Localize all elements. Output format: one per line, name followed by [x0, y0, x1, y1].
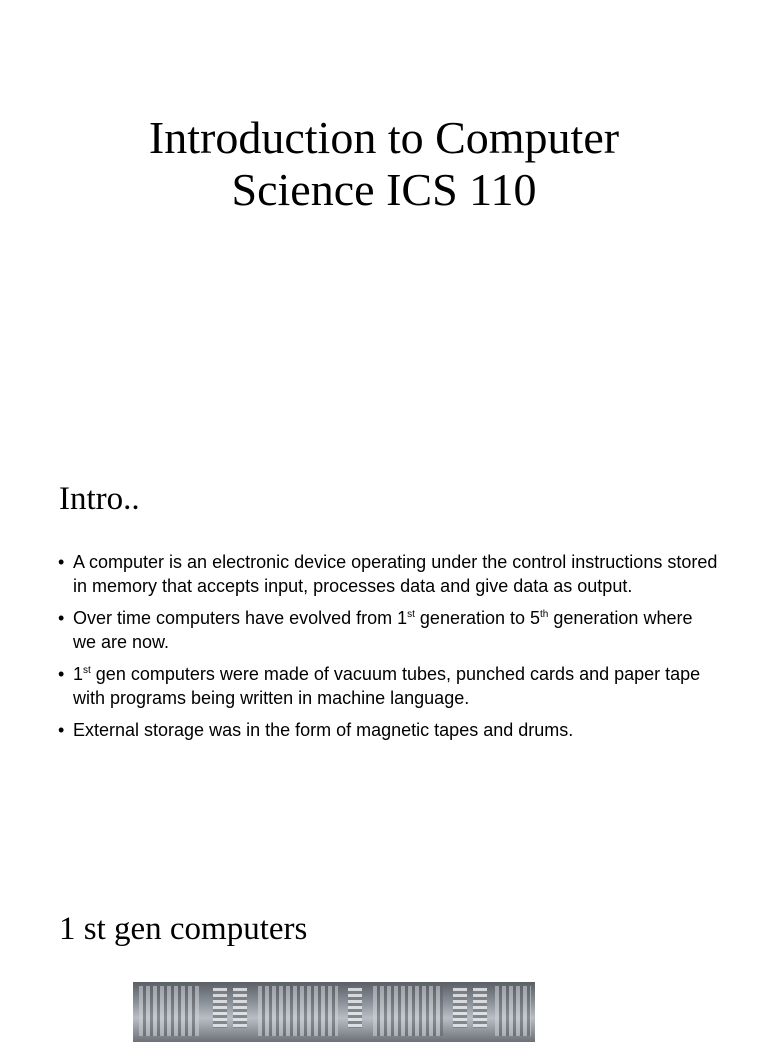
bullet-symbol: • [58, 552, 65, 572]
first-gen-heading: 1 st gen computers [59, 911, 308, 947]
superscript: st [407, 609, 415, 620]
bullet-item [58, 662, 718, 710]
bullet-text: generation where we are now. [73, 608, 693, 652]
first-gen-computer-photo [133, 982, 535, 1042]
title-line-2: Science ICS 110 [231, 164, 537, 215]
bullet-symbol: • [58, 608, 65, 628]
photo-rack [348, 988, 362, 1028]
bullet-symbol: • [58, 664, 65, 684]
bullet-item [58, 718, 718, 742]
slide-intro [0, 440, 768, 880]
bullet-text: generation to 5 [414, 608, 541, 628]
superscript: st [83, 665, 91, 676]
photo-panel [373, 986, 443, 1036]
bullet-text: gen computers were made of vacuum tubes, punched cards and paper tape with programs being written in machine language. [73, 664, 701, 708]
photo-rack [233, 988, 247, 1028]
bullet-text: External storage was in the form of magnetic tapes and drums. [73, 720, 574, 740]
page-title [0, 112, 768, 216]
photo-rack [453, 988, 467, 1028]
photo-panel [139, 986, 199, 1036]
intro-heading: Intro.. [59, 481, 140, 517]
bullet-list [58, 550, 718, 750]
bullet-text: Over time computers have evolved from 1 [73, 608, 408, 628]
bullet-text: 1 [73, 664, 84, 684]
photo-panel [495, 986, 531, 1036]
photo-panel [258, 986, 338, 1036]
slide-first-gen [0, 880, 768, 1024]
title-line-1: Introduction to Computer [148, 112, 620, 163]
photo-rack [213, 988, 227, 1028]
superscript: th [540, 609, 549, 620]
bullet-item [58, 606, 718, 654]
slide-title [0, 0, 768, 440]
bullet-symbol: • [58, 720, 65, 740]
bullet-item [58, 550, 718, 598]
photo-rack [473, 988, 487, 1028]
bullet-text: A computer is an electronic device operating under the control instructions stored in memory that accepts input, processes data and give data as output. [73, 552, 718, 596]
